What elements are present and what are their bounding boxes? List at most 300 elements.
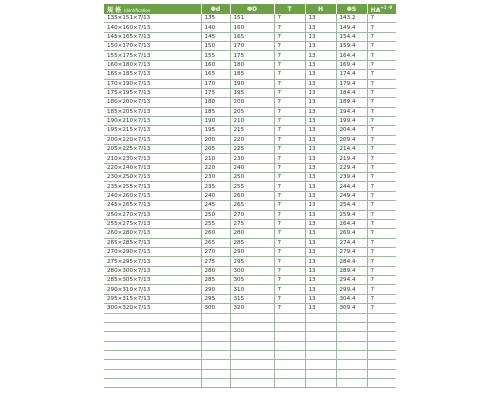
cell-HA: 7 bbox=[367, 276, 396, 285]
cell-H bbox=[305, 379, 336, 388]
cell-D: 195 bbox=[230, 88, 274, 97]
cell-D: 240 bbox=[230, 163, 274, 172]
cell-spec: 175×195×7/13 bbox=[104, 88, 201, 97]
cell-spec: 250×270×7/13 bbox=[104, 210, 201, 219]
cell-spec: 165×185×7/13 bbox=[104, 70, 201, 79]
cell-d bbox=[201, 313, 230, 322]
cell-d: 210 bbox=[201, 154, 230, 163]
cell-HA: 7 bbox=[367, 304, 396, 313]
cell-d: 195 bbox=[201, 126, 230, 135]
table-row bbox=[104, 88, 396, 97]
table-row bbox=[104, 369, 396, 378]
cell-H: 13 bbox=[305, 294, 336, 303]
cell-T: 7 bbox=[274, 107, 305, 116]
cell-S: 274.4 bbox=[336, 238, 367, 247]
cell-T: 7 bbox=[274, 191, 305, 200]
cell-d bbox=[201, 341, 230, 350]
cell-T bbox=[274, 379, 305, 388]
cell-d: 290 bbox=[201, 285, 230, 294]
cell-S bbox=[336, 322, 367, 331]
cell-HA: 7 bbox=[367, 229, 396, 238]
cell-HA bbox=[367, 360, 396, 369]
cell-H: 13 bbox=[305, 191, 336, 200]
table-row bbox=[104, 201, 396, 210]
cell-spec: 190×210×7/13 bbox=[104, 116, 201, 125]
cell-d: 285 bbox=[201, 276, 230, 285]
cell-H: 13 bbox=[305, 116, 336, 125]
cell-T: 7 bbox=[274, 304, 305, 313]
cell-H bbox=[305, 313, 336, 322]
cell-T: 7 bbox=[274, 79, 305, 88]
cell-d bbox=[201, 332, 230, 341]
cell-HA bbox=[367, 350, 396, 359]
cell-T: 7 bbox=[274, 285, 305, 294]
cell-d: 245 bbox=[201, 201, 230, 210]
table-row bbox=[104, 313, 396, 322]
cell-HA: 7 bbox=[367, 42, 396, 51]
cell-D: 250 bbox=[230, 173, 274, 182]
cell-D: 180 bbox=[230, 60, 274, 69]
table-row bbox=[104, 229, 396, 238]
cell-HA: 7 bbox=[367, 247, 396, 256]
cell-H: 13 bbox=[305, 285, 336, 294]
cell-S bbox=[336, 350, 367, 359]
table-row bbox=[104, 163, 396, 172]
cell-T: 7 bbox=[274, 32, 305, 41]
cell-spec: 155×175×7/13 bbox=[104, 51, 201, 60]
table-row bbox=[104, 116, 396, 125]
cell-H: 13 bbox=[305, 276, 336, 285]
cell-T: 7 bbox=[274, 210, 305, 219]
cell-T: 7 bbox=[274, 42, 305, 51]
cell-spec: 185×205×7/13 bbox=[104, 107, 201, 116]
cell-T: 7 bbox=[274, 266, 305, 275]
table-row bbox=[104, 341, 396, 350]
cell-HA: 7 bbox=[367, 60, 396, 69]
cell-T: 7 bbox=[274, 126, 305, 135]
cell-d: 160 bbox=[201, 60, 230, 69]
table-row bbox=[104, 182, 396, 191]
cell-d: 265 bbox=[201, 238, 230, 247]
cell-D bbox=[230, 313, 274, 322]
cell-T: 7 bbox=[274, 88, 305, 97]
cell-T: 7 bbox=[274, 182, 305, 191]
cell-HA bbox=[367, 369, 396, 378]
cell-H: 13 bbox=[305, 219, 336, 228]
cell-S: 149.4 bbox=[336, 23, 367, 32]
header-S: ΦS bbox=[336, 4, 367, 14]
cell-d bbox=[201, 360, 230, 369]
cell-S: 309.4 bbox=[336, 304, 367, 313]
cell-D: 205 bbox=[230, 107, 274, 116]
table-row bbox=[104, 294, 396, 303]
cell-S: 304.4 bbox=[336, 294, 367, 303]
table-row bbox=[104, 51, 396, 60]
cell-d: 295 bbox=[201, 294, 230, 303]
cell-HA: 7 bbox=[367, 32, 396, 41]
cell-D: 275 bbox=[230, 219, 274, 228]
cell-D: 220 bbox=[230, 135, 274, 144]
cell-d: 275 bbox=[201, 257, 230, 266]
header-HA bbox=[367, 4, 396, 14]
seal-spec-table-sheet bbox=[104, 4, 396, 388]
cell-H: 13 bbox=[305, 173, 336, 182]
table-row bbox=[104, 360, 396, 369]
table-row bbox=[104, 257, 396, 266]
table-row bbox=[104, 247, 396, 256]
cell-spec: 290×310×7/13 bbox=[104, 285, 201, 294]
cell-HA: 7 bbox=[367, 266, 396, 275]
cell-d: 185 bbox=[201, 107, 230, 116]
cell-spec: 260×280×7/13 bbox=[104, 229, 201, 238]
cell-HA: 7 bbox=[367, 70, 396, 79]
cell-H: 13 bbox=[305, 210, 336, 219]
cell-S: 244.4 bbox=[336, 182, 367, 191]
cell-H: 13 bbox=[305, 23, 336, 32]
cell-S bbox=[336, 332, 367, 341]
cell-S: 199.4 bbox=[336, 116, 367, 125]
cell-spec: 140×160×7/13 bbox=[104, 23, 201, 32]
cell-S: 289.4 bbox=[336, 266, 367, 275]
cell-T: 7 bbox=[274, 201, 305, 210]
header-T: T bbox=[274, 4, 305, 14]
cell-H: 13 bbox=[305, 32, 336, 41]
cell-H: 13 bbox=[305, 98, 336, 107]
cell-S: 143.2 bbox=[336, 14, 367, 23]
cell-d: 200 bbox=[201, 135, 230, 144]
cell-spec bbox=[104, 369, 201, 378]
cell-S: 269.4 bbox=[336, 229, 367, 238]
table-row bbox=[104, 266, 396, 275]
cell-d bbox=[201, 369, 230, 378]
cell-spec bbox=[104, 360, 201, 369]
cell-S bbox=[336, 379, 367, 388]
cell-T bbox=[274, 360, 305, 369]
cell-H bbox=[305, 341, 336, 350]
cell-H: 13 bbox=[305, 163, 336, 172]
cell-spec: 255×275×7/13 bbox=[104, 219, 201, 228]
cell-D: 265 bbox=[230, 201, 274, 210]
cell-D: 225 bbox=[230, 145, 274, 154]
table-row bbox=[104, 135, 396, 144]
cell-d: 205 bbox=[201, 145, 230, 154]
cell-T: 7 bbox=[274, 276, 305, 285]
cell-HA bbox=[367, 341, 396, 350]
cell-d: 145 bbox=[201, 32, 230, 41]
cell-S: 219.4 bbox=[336, 154, 367, 163]
cell-D: 285 bbox=[230, 238, 274, 247]
cell-S: 164.4 bbox=[336, 51, 367, 60]
cell-d: 255 bbox=[201, 219, 230, 228]
cell-HA: 7 bbox=[367, 163, 396, 172]
cell-T: 7 bbox=[274, 135, 305, 144]
header-spec-sub: Identification bbox=[124, 7, 151, 13]
cell-HA: 7 bbox=[367, 154, 396, 163]
table-body bbox=[104, 14, 396, 388]
cell-spec: 295×315×7/13 bbox=[104, 294, 201, 303]
table-row bbox=[104, 42, 396, 51]
cell-d: 250 bbox=[201, 210, 230, 219]
cell-S: 284.4 bbox=[336, 257, 367, 266]
header-spec bbox=[104, 4, 201, 14]
table-row bbox=[104, 14, 396, 23]
table-row bbox=[104, 379, 396, 388]
cell-HA: 7 bbox=[367, 145, 396, 154]
cell-S bbox=[336, 341, 367, 350]
table-row bbox=[104, 173, 396, 182]
table-row bbox=[104, 23, 396, 32]
table-row bbox=[104, 238, 396, 247]
cell-HA: 7 bbox=[367, 257, 396, 266]
cell-H: 13 bbox=[305, 304, 336, 313]
cell-d bbox=[201, 350, 230, 359]
table-row bbox=[104, 145, 396, 154]
cell-spec: 220×240×7/13 bbox=[104, 163, 201, 172]
cell-D: 230 bbox=[230, 154, 274, 163]
cell-T: 7 bbox=[274, 229, 305, 238]
cell-HA: 7 bbox=[367, 107, 396, 116]
cell-H: 13 bbox=[305, 154, 336, 163]
cell-HA: 7 bbox=[367, 285, 396, 294]
cell-d: 300 bbox=[201, 304, 230, 313]
cell-S bbox=[336, 369, 367, 378]
cell-D: 315 bbox=[230, 294, 274, 303]
cell-HA: 7 bbox=[367, 135, 396, 144]
cell-D: 260 bbox=[230, 191, 274, 200]
cell-D: 175 bbox=[230, 51, 274, 60]
cell-D: 151 bbox=[230, 14, 274, 23]
cell-spec bbox=[104, 332, 201, 341]
table-row bbox=[104, 107, 396, 116]
cell-H: 13 bbox=[305, 238, 336, 247]
cell-d: 190 bbox=[201, 116, 230, 125]
cell-S: 194.4 bbox=[336, 107, 367, 116]
cell-S: 299.4 bbox=[336, 285, 367, 294]
table-row bbox=[104, 126, 396, 135]
cell-H: 13 bbox=[305, 42, 336, 51]
cell-H: 13 bbox=[305, 79, 336, 88]
cell-spec: 285×305×7/13 bbox=[104, 276, 201, 285]
cell-S: 249.4 bbox=[336, 191, 367, 200]
cell-spec: 150×170×7/13 bbox=[104, 42, 201, 51]
cell-spec: 245×265×7/13 bbox=[104, 201, 201, 210]
cell-spec: 240×260×7/13 bbox=[104, 191, 201, 200]
table-row bbox=[104, 79, 396, 88]
cell-d: 280 bbox=[201, 266, 230, 275]
cell-T bbox=[274, 341, 305, 350]
cell-S: 209.4 bbox=[336, 135, 367, 144]
cell-H: 13 bbox=[305, 88, 336, 97]
cell-spec: 195×215×7/13 bbox=[104, 126, 201, 135]
cell-H bbox=[305, 322, 336, 331]
cell-d: 155 bbox=[201, 51, 230, 60]
cell-HA: 7 bbox=[367, 219, 396, 228]
cell-spec: 180×200×7/13 bbox=[104, 98, 201, 107]
cell-d: 165 bbox=[201, 70, 230, 79]
cell-HA: 7 bbox=[367, 238, 396, 247]
cell-S: 254.4 bbox=[336, 201, 367, 210]
cell-T: 7 bbox=[274, 23, 305, 32]
cell-HA bbox=[367, 379, 396, 388]
cell-S: 259.4 bbox=[336, 210, 367, 219]
cell-d bbox=[201, 379, 230, 388]
cell-S: 229.4 bbox=[336, 163, 367, 172]
cell-D bbox=[230, 360, 274, 369]
cell-S: 204.4 bbox=[336, 126, 367, 135]
cell-T: 7 bbox=[274, 116, 305, 125]
cell-T bbox=[274, 350, 305, 359]
cell-T: 7 bbox=[274, 70, 305, 79]
cell-d: 175 bbox=[201, 88, 230, 97]
cell-HA: 7 bbox=[367, 51, 396, 60]
cell-HA: 7 bbox=[367, 173, 396, 182]
cell-spec: 210×230×7/13 bbox=[104, 154, 201, 163]
cell-HA: 7 bbox=[367, 201, 396, 210]
cell-T bbox=[274, 332, 305, 341]
cell-T: 7 bbox=[274, 163, 305, 172]
cell-D: 185 bbox=[230, 70, 274, 79]
cell-spec: 300×320×7/13 bbox=[104, 304, 201, 313]
cell-spec bbox=[104, 341, 201, 350]
table-row bbox=[104, 210, 396, 219]
cell-D: 210 bbox=[230, 116, 274, 125]
cell-H: 13 bbox=[305, 51, 336, 60]
cell-H: 13 bbox=[305, 70, 336, 79]
cell-T bbox=[274, 369, 305, 378]
cell-T: 7 bbox=[274, 247, 305, 256]
cell-HA: 7 bbox=[367, 294, 396, 303]
header-HA-label: HA bbox=[370, 6, 381, 14]
cell-S: 169.4 bbox=[336, 60, 367, 69]
cell-S: 294.4 bbox=[336, 276, 367, 285]
cell-spec: 135×151×7/13 bbox=[104, 14, 201, 23]
cell-H: 13 bbox=[305, 126, 336, 135]
cell-d: 260 bbox=[201, 229, 230, 238]
cell-H: 13 bbox=[305, 60, 336, 69]
cell-D: 290 bbox=[230, 247, 274, 256]
cell-d: 235 bbox=[201, 182, 230, 191]
header-spec-label: 規 格 bbox=[107, 6, 122, 14]
table-row bbox=[104, 350, 396, 359]
cell-H: 13 bbox=[305, 145, 336, 154]
table-header bbox=[104, 4, 396, 14]
cell-H bbox=[305, 360, 336, 369]
cell-HA bbox=[367, 332, 396, 341]
cell-HA: 7 bbox=[367, 88, 396, 97]
cell-D: 310 bbox=[230, 285, 274, 294]
cell-H: 13 bbox=[305, 266, 336, 275]
cell-T bbox=[274, 313, 305, 322]
cell-d: 135 bbox=[201, 14, 230, 23]
cell-D: 170 bbox=[230, 42, 274, 51]
cell-H bbox=[305, 332, 336, 341]
cell-d: 220 bbox=[201, 163, 230, 172]
cell-D bbox=[230, 341, 274, 350]
cell-H: 13 bbox=[305, 14, 336, 23]
cell-T: 7 bbox=[274, 154, 305, 163]
cell-T: 7 bbox=[274, 98, 305, 107]
cell-T: 7 bbox=[274, 173, 305, 182]
header-d: Φd bbox=[201, 4, 230, 14]
cell-H: 13 bbox=[305, 229, 336, 238]
cell-D: 280 bbox=[230, 229, 274, 238]
table-row bbox=[104, 219, 396, 228]
cell-S: 264.4 bbox=[336, 219, 367, 228]
cell-spec: 230×250×7/13 bbox=[104, 173, 201, 182]
cell-T bbox=[274, 322, 305, 331]
cell-T: 7 bbox=[274, 257, 305, 266]
table-row bbox=[104, 32, 396, 41]
cell-D bbox=[230, 350, 274, 359]
cell-T: 7 bbox=[274, 51, 305, 60]
cell-D bbox=[230, 379, 274, 388]
cell-HA bbox=[367, 322, 396, 331]
cell-spec bbox=[104, 350, 201, 359]
cell-HA: 7 bbox=[367, 182, 396, 191]
cell-D: 215 bbox=[230, 126, 274, 135]
cell-d: 170 bbox=[201, 79, 230, 88]
cell-H: 13 bbox=[305, 201, 336, 210]
cell-D: 295 bbox=[230, 257, 274, 266]
table-row bbox=[104, 154, 396, 163]
cell-S: 239.4 bbox=[336, 173, 367, 182]
table-row bbox=[104, 276, 396, 285]
cell-S: 189.4 bbox=[336, 98, 367, 107]
table-row bbox=[104, 304, 396, 313]
header-HA-tolerance: +1 -0 bbox=[380, 4, 393, 10]
cell-T: 7 bbox=[274, 219, 305, 228]
cell-spec bbox=[104, 313, 201, 322]
cell-D: 300 bbox=[230, 266, 274, 275]
cell-S: 214.4 bbox=[336, 145, 367, 154]
cell-H: 13 bbox=[305, 107, 336, 116]
cell-spec bbox=[104, 379, 201, 388]
cell-H: 13 bbox=[305, 257, 336, 266]
cell-HA: 7 bbox=[367, 116, 396, 125]
cell-H bbox=[305, 350, 336, 359]
cell-spec: 205×225×7/13 bbox=[104, 145, 201, 154]
cell-D bbox=[230, 369, 274, 378]
cell-HA: 7 bbox=[367, 79, 396, 88]
cell-spec: 145×165×7/13 bbox=[104, 32, 201, 41]
table-row bbox=[104, 285, 396, 294]
cell-spec bbox=[104, 322, 201, 331]
cell-D: 305 bbox=[230, 276, 274, 285]
cell-D: 190 bbox=[230, 79, 274, 88]
cell-spec: 235×255×7/13 bbox=[104, 182, 201, 191]
cell-T: 7 bbox=[274, 14, 305, 23]
cell-D bbox=[230, 322, 274, 331]
table-row bbox=[104, 98, 396, 107]
cell-d: 180 bbox=[201, 98, 230, 107]
cell-spec: 280×300×7/13 bbox=[104, 266, 201, 275]
cell-S: 179.4 bbox=[336, 79, 367, 88]
table-row bbox=[104, 332, 396, 341]
header-row bbox=[104, 4, 396, 14]
cell-HA: 7 bbox=[367, 98, 396, 107]
cell-S: 174.4 bbox=[336, 70, 367, 79]
cell-d: 240 bbox=[201, 191, 230, 200]
header-H: H bbox=[305, 4, 336, 14]
cell-T: 7 bbox=[274, 60, 305, 69]
cell-spec: 200×220×7/13 bbox=[104, 135, 201, 144]
cell-spec: 275×295×7/13 bbox=[104, 257, 201, 266]
cell-d bbox=[201, 322, 230, 331]
cell-HA bbox=[367, 313, 396, 322]
cell-T: 7 bbox=[274, 238, 305, 247]
cell-HA: 7 bbox=[367, 210, 396, 219]
table-row bbox=[104, 70, 396, 79]
